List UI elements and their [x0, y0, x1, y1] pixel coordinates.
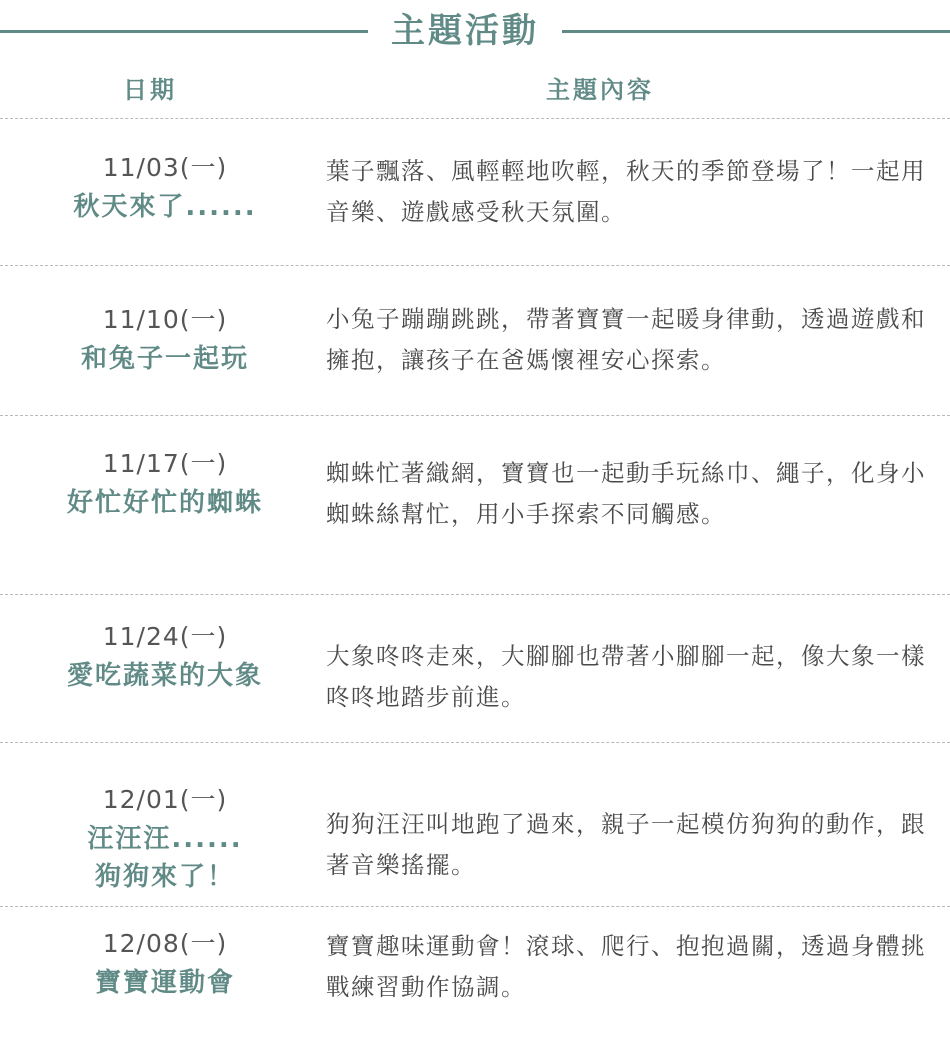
date-cell	[40, 617, 290, 695]
session-theme: 愛吃蔬菜的大象	[66, 661, 263, 691]
date-cell	[40, 444, 290, 522]
column-header-date: 日期	[123, 76, 177, 104]
session-date: 11/03(一)	[102, 153, 228, 182]
date-cell	[40, 300, 290, 378]
session-theme: 好忙好忙的蜘蛛	[66, 488, 263, 518]
session-description: 葉子飄落、風輕輕地吹輕，秋天的季節登場了！一起用音樂、遊戲感受秋天氛圍。	[326, 157, 926, 226]
session-theme-line-1: 汪汪汪......	[87, 824, 243, 854]
row-divider	[0, 742, 950, 743]
session-description: 寶寶趣味運動會！滾球、爬行、抱抱過關，透過身體挑戰練習動作協調。	[326, 932, 926, 1001]
date-cell	[40, 924, 290, 1002]
session-date: 11/10(一)	[102, 305, 228, 334]
row-divider	[0, 594, 950, 595]
row-divider	[0, 415, 950, 416]
session-description: 狗狗汪汪叫地跑了過來，親子一起模仿狗狗的動作，跟著音樂搖擺。	[326, 810, 926, 879]
column-header-content: 主題內容	[546, 76, 654, 104]
date-cell	[40, 148, 290, 226]
session-theme: 秋天來了......	[73, 192, 257, 222]
session-date: 11/17(一)	[102, 449, 228, 478]
session-date: 11/24(一)	[102, 622, 228, 651]
session-date: 12/08(一)	[102, 929, 228, 958]
row-divider	[0, 118, 950, 119]
title-divider-left	[0, 30, 368, 33]
session-theme: 和兔子一起玩	[80, 344, 249, 374]
session-date: 12/01(一)	[102, 785, 228, 814]
session-description: 小兔子蹦蹦跳跳，帶著寶寶一起暖身律動，透過遊戲和擁抱，讓孩子在爸媽懷裡安心探索。	[326, 305, 926, 374]
session-theme: 寶寶運動會	[94, 968, 235, 998]
row-divider	[0, 265, 950, 266]
date-cell	[40, 780, 290, 896]
row-divider	[0, 906, 950, 907]
title-divider-right	[562, 30, 950, 33]
section-title: 主題活動	[391, 11, 539, 51]
session-description: 大象咚咚走來，大腳腳也帶著小腳腳一起，像大象一樣咚咚地踏步前進。	[326, 642, 926, 711]
session-description: 蜘蛛忙著織網，寶寶也一起動手玩絲巾、繩子，化身小蜘蛛絲幫忙，用小手探索不同觸感。	[326, 459, 926, 528]
session-theme-line-2: 狗狗來了！	[94, 862, 235, 892]
section-title-bar	[0, 0, 950, 62]
